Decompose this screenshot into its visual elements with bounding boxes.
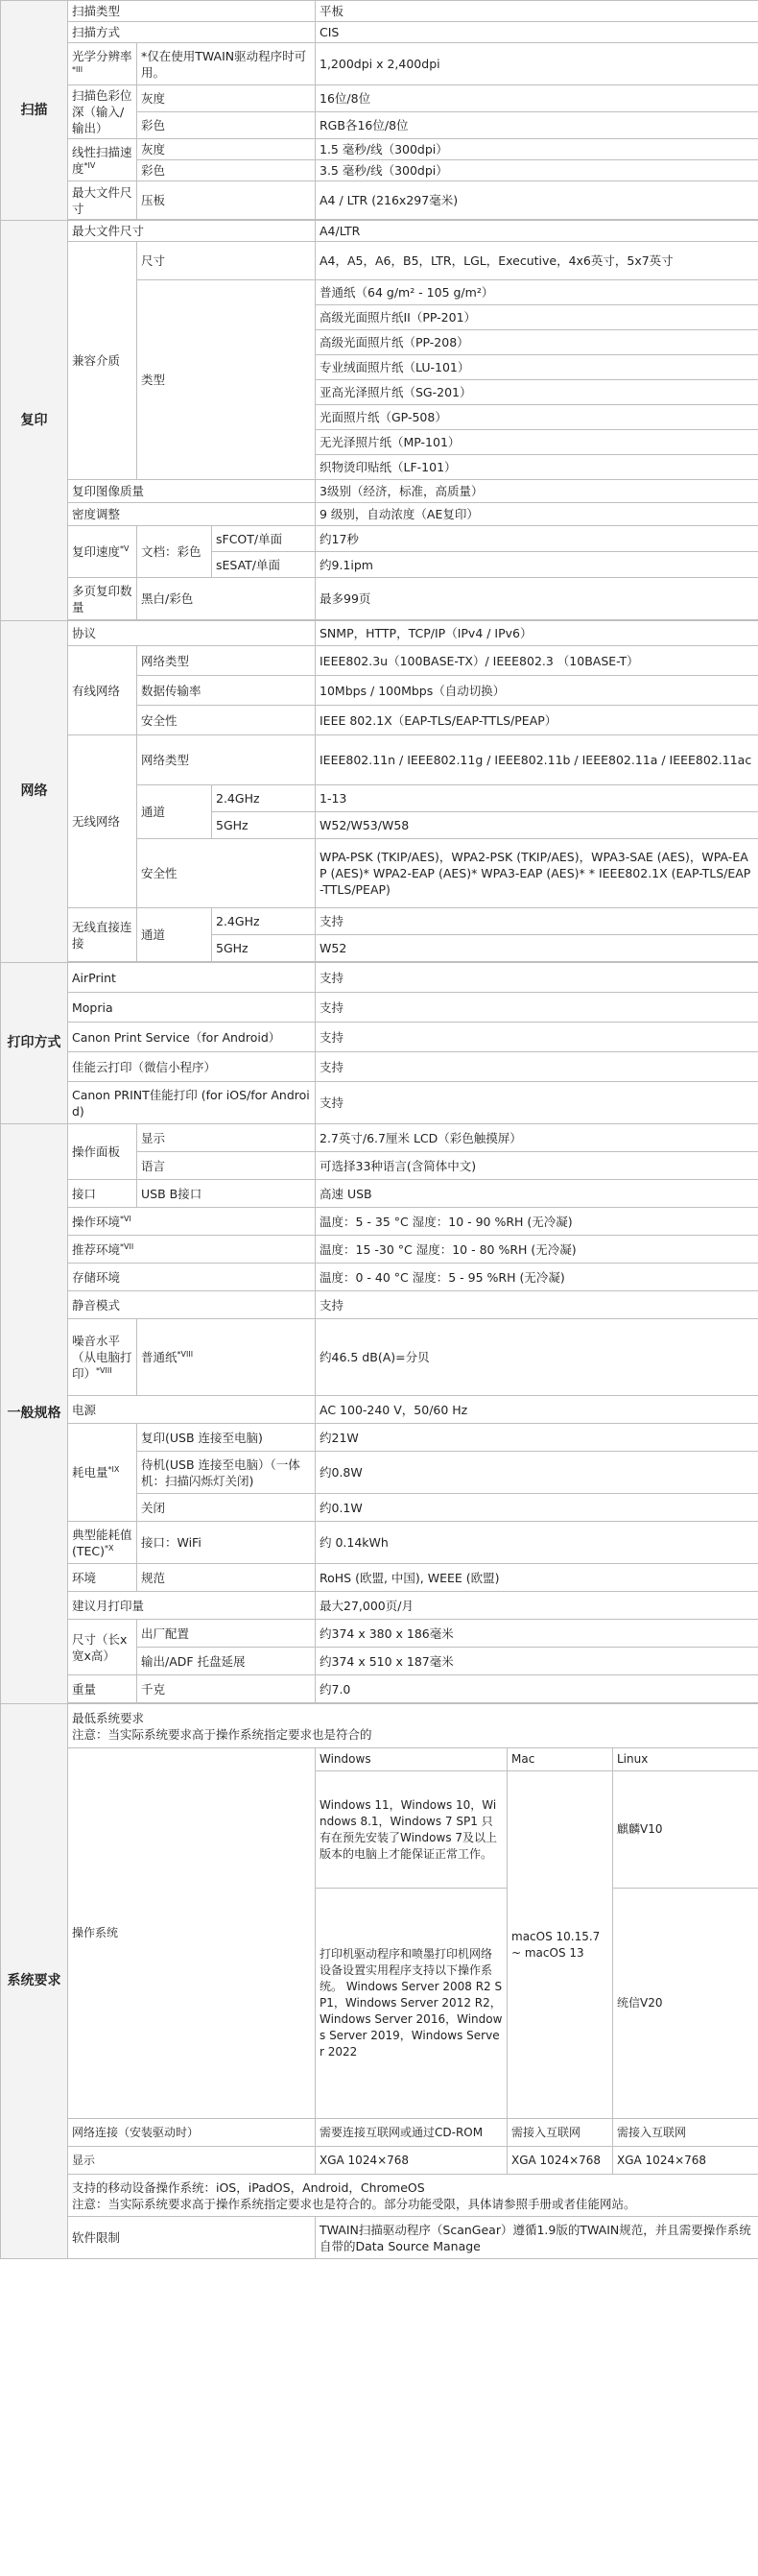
sublabel: 接口：WiFi bbox=[137, 1522, 316, 1564]
label: 静音模式 bbox=[68, 1291, 316, 1319]
note: *仅在使用TWAIN驱动程序时可用。 bbox=[137, 43, 316, 85]
label: 网络连接（安装驱动时） bbox=[68, 2119, 316, 2147]
label: 最大文件尺寸 bbox=[68, 181, 137, 220]
label: 重量 bbox=[68, 1675, 137, 1703]
sublabel: 2.4GHz bbox=[212, 785, 316, 812]
label: 有线网络 bbox=[68, 646, 137, 735]
mobile-os bbox=[68, 2175, 758, 2217]
sublabel: 类型 bbox=[137, 280, 316, 480]
label: 操作环境$^{*VI}$ bbox=[68, 1208, 316, 1236]
value: 16位/8位 bbox=[316, 85, 758, 112]
value: W52/W53/W58 bbox=[316, 812, 758, 839]
value: SNMP，HTTP，TCP/IP（IPv4 / IPv6） bbox=[316, 621, 758, 646]
section-system-requirements: 系统要求 bbox=[1, 1704, 68, 2259]
windows-server-list: 打印机驱动程序和喷墨打印机网络设备设置实用程序支持以下操作系统。 Windows Server 2008 R2 SP1，Windows Server 2012 R2，Windows Server 2016，Windows Server 2019，Windows Server 2022 bbox=[316, 1889, 508, 2119]
mobile-os-list: 支持的移动设备操作系统：iOS，iPadOS，Android，ChromeOS bbox=[72, 2179, 425, 2195]
label: 尺寸（长x宽x高） bbox=[68, 1620, 137, 1675]
sublabel: sESAT/单面 bbox=[212, 552, 316, 578]
value: AC 100-240 V，50/60 Hz bbox=[316, 1396, 758, 1424]
value: 约17秒 bbox=[316, 526, 758, 552]
sublabel: 5GHz bbox=[212, 935, 316, 962]
label: 扫描方式 bbox=[68, 22, 316, 43]
sublabel: 黑白/彩色 bbox=[137, 578, 316, 620]
label: 复印图像质量 bbox=[68, 480, 316, 503]
sublabel: 安全性 bbox=[137, 706, 316, 735]
list-item: 无光泽照片纸（MP-101） bbox=[316, 430, 758, 455]
value: 可选择33种语言(含简体中文) bbox=[316, 1152, 758, 1180]
sublabel: 压板 bbox=[137, 181, 316, 220]
label: 多页复印数量 bbox=[68, 578, 137, 620]
label: 建议月打印量 bbox=[68, 1592, 316, 1620]
value: IEEE802.11n / IEEE802.11g / IEEE802.11b / IEEE802.11a / IEEE802.11ac bbox=[316, 735, 758, 785]
label: 软件限制 bbox=[68, 2217, 316, 2259]
value: 温度：15 -30 °C 湿度：10 - 80 %RH (无冷凝) bbox=[316, 1236, 758, 1264]
min-requirements bbox=[68, 1704, 758, 1748]
value: IEEE 802.1X（EAP-TLS/EAP-TTLS/PEAP） bbox=[316, 706, 758, 735]
value: 支持 bbox=[316, 908, 758, 935]
value: WPA-PSK (TKIP/AES)，WPA2-PSK (TKIP/AES)，WPA3-SAE (AES)，WPA-EAP (AES)* WPA2-EAP (AES)* WPA3-EAP (AES)* * IEEE802.1X (EAP-TLS/EAP-TTLS/PEAP) bbox=[316, 839, 758, 908]
label: 接口 bbox=[68, 1180, 137, 1208]
section-copy: 复印 bbox=[1, 221, 68, 621]
sublabel: 出厂配置 bbox=[137, 1620, 316, 1648]
value: XGA 1024×768 bbox=[613, 2147, 758, 2175]
value: 支持 bbox=[316, 1023, 758, 1052]
label: 复印速度$^{*V}$ bbox=[68, 526, 137, 578]
value: 1.5 毫秒/线（300dpi） bbox=[316, 139, 758, 160]
label: 佳能云打印（微信小程序） bbox=[68, 1052, 316, 1082]
label: 无线直接连接 bbox=[68, 908, 137, 962]
label: 扫描类型 bbox=[68, 1, 316, 22]
sublabel: 尺寸 bbox=[137, 242, 316, 280]
list-item: 光面照片纸（GP-508） bbox=[316, 405, 758, 430]
min-note: 注意：当实际系统要求高于操作系统指定要求也是符合的 bbox=[72, 1726, 372, 1742]
value: 3.5 毫秒/线（300dpi） bbox=[316, 160, 758, 181]
value: 10Mbps / 100Mbps（自动切换） bbox=[316, 676, 758, 706]
value: 需接入互联网 bbox=[613, 2119, 758, 2147]
list-item: 高级光面照片纸II（PP-201） bbox=[316, 305, 758, 330]
value: XGA 1024×768 bbox=[316, 2147, 508, 2175]
label: 光学分辨率$^{*III}$ bbox=[68, 43, 137, 85]
label: 兼容介质 bbox=[68, 242, 137, 480]
list-item: 高级光面照片纸（PP-208） bbox=[316, 330, 758, 355]
sublabel: 通道 bbox=[137, 785, 212, 839]
linux-os-value: 麒麟V10 bbox=[613, 1771, 758, 1889]
value: 约21W bbox=[316, 1424, 758, 1452]
windows-os-list: Windows 11，Windows 10，Windows 8.1，Windows 7 SP1 只有在预先安装了Windows 7及以上版本的电脑上才能保证正常工作。 bbox=[316, 1771, 508, 1889]
linux-os-value: 统信V20 bbox=[613, 1889, 758, 2119]
mobile-os-note: 注意：当实际系统要求高于操作系统指定要求也是符合的。部分功能受限，具体请参照手册或者佳能网站。 bbox=[72, 2196, 636, 2211]
min-title: 最低系统要求 bbox=[72, 1710, 145, 1725]
value: 约7.0 bbox=[316, 1675, 758, 1703]
value: 支持 bbox=[316, 963, 758, 993]
value: XGA 1024×768 bbox=[508, 2147, 613, 2175]
sublabel: 灰度 bbox=[137, 85, 316, 112]
value: 高速 USB bbox=[316, 1180, 758, 1208]
sublabel: 彩色 bbox=[137, 160, 316, 181]
label: 显示 bbox=[68, 2147, 316, 2175]
sublabel: 待机(USB 连接至电脑）（一体机：扫描闪烁灯关闭) bbox=[137, 1452, 316, 1494]
value: IEEE802.3u（100BASE-TX）/ IEEE802.3 （10BASE-T） bbox=[316, 646, 758, 676]
label: 操作面板 bbox=[68, 1124, 137, 1180]
value: 约374 x 380 x 186毫米 bbox=[316, 1620, 758, 1648]
value: 约 0.14kWh bbox=[316, 1522, 758, 1564]
os-header-mac: Mac bbox=[508, 1748, 613, 1771]
list-item: 普通纸（64 g/m² - 105 g/m²） bbox=[316, 280, 758, 305]
value: RGB各16位/8位 bbox=[316, 112, 758, 139]
list-item: 亚高光泽照片纸（SG-201） bbox=[316, 380, 758, 405]
label: 协议 bbox=[68, 621, 316, 646]
value: A4 / LTR (216x297毫米) bbox=[316, 181, 758, 220]
value: 平板 bbox=[316, 1, 758, 22]
value: 需接入互联网 bbox=[508, 2119, 613, 2147]
value: 约374 x 510 x 187毫米 bbox=[316, 1648, 758, 1675]
value: TWAIN扫描驱动程序（ScanGear）遵循1.9版的TWAIN规范，并且需要操作系统自带的Data Source Manage bbox=[316, 2217, 758, 2259]
sublabel: sFCOT/单面 bbox=[212, 526, 316, 552]
os-header-linux: Linux bbox=[613, 1748, 758, 1771]
list-item: 专业绒面照片纸（LU-101） bbox=[316, 355, 758, 380]
label: Mopria bbox=[68, 993, 316, 1023]
sublabel: 文档：彩色 bbox=[137, 526, 212, 578]
sublabel: 彩色 bbox=[137, 112, 316, 139]
value: 约0.1W bbox=[316, 1494, 758, 1522]
sublabel: 通道 bbox=[137, 908, 212, 962]
section-general: 一般规格 bbox=[1, 1124, 68, 1704]
label: Canon Print Service（for Android） bbox=[68, 1023, 316, 1052]
value: 需要连接互联网或通过CD-ROM bbox=[316, 2119, 508, 2147]
sublabel: 语言 bbox=[137, 1152, 316, 1180]
value: 温度：5 - 35 °C 湿度：10 - 90 %RH (无冷凝) bbox=[316, 1208, 758, 1236]
label: 推荐环境$^{*VII}$ bbox=[68, 1236, 316, 1264]
sublabel: 5GHz bbox=[212, 812, 316, 839]
sublabel: 显示 bbox=[137, 1124, 316, 1152]
value: 温度：0 - 40 °C 湿度：5 - 95 %RH (无冷凝) bbox=[316, 1264, 758, 1291]
value: 约0.8W bbox=[316, 1452, 758, 1494]
label: 存储环境 bbox=[68, 1264, 316, 1291]
value: A4/LTR bbox=[316, 221, 758, 242]
value: 约46.5 dB(A)=分贝 bbox=[316, 1319, 758, 1396]
label: Canon PRINT佳能打印 (for iOS/for Android) bbox=[68, 1082, 316, 1124]
value: CIS bbox=[316, 22, 758, 43]
value: 支持 bbox=[316, 1082, 758, 1124]
sublabel: 数据传输率 bbox=[137, 676, 316, 706]
label: 典型能耗值(TEC)$^{*X}$ bbox=[68, 1522, 137, 1564]
label: 密度调整 bbox=[68, 503, 316, 526]
sublabel: 输出/ADF 托盘延展 bbox=[137, 1648, 316, 1675]
label: 操作系统 bbox=[68, 1748, 316, 2119]
value: 支持 bbox=[316, 1052, 758, 1082]
label: 电源 bbox=[68, 1396, 316, 1424]
value: RoHS (欧盟, 中国), WEEE (欧盟) bbox=[316, 1564, 758, 1592]
value: 最大27,000页/月 bbox=[316, 1592, 758, 1620]
section-scan: 扫描 bbox=[1, 1, 68, 221]
label: 无线网络 bbox=[68, 735, 137, 908]
section-print-method: 打印方式 bbox=[1, 963, 68, 1124]
value: 9 级别，自动浓度（AE复印） bbox=[316, 503, 758, 526]
value: 3级别（经济，标准，高质量） bbox=[316, 480, 758, 503]
value: A4，A5，A6，B5，LTR，LGL，Executive，4x6英寸，5x7英寸 bbox=[316, 242, 758, 280]
value: 1-13 bbox=[316, 785, 758, 812]
sublabel: 2.4GHz bbox=[212, 908, 316, 935]
value: 最多99页 bbox=[316, 578, 758, 620]
label: 环境 bbox=[68, 1564, 137, 1592]
value: 约9.1ipm bbox=[316, 552, 758, 578]
sublabel: 网络类型 bbox=[137, 735, 316, 785]
sublabel: 安全性 bbox=[137, 839, 316, 908]
sublabel: 灰度 bbox=[137, 139, 316, 160]
value: 支持 bbox=[316, 1291, 758, 1319]
label: 最大文件尺寸 bbox=[68, 221, 316, 242]
sublabel: 普通纸$^{*VIII}$ bbox=[137, 1319, 316, 1396]
value: 1,200dpi x 2,400dpi bbox=[316, 43, 758, 85]
list-item: 织物烫印贴纸（LF-101） bbox=[316, 455, 758, 480]
mac-os-value: macOS 10.15.7 ~ macOS 13 bbox=[508, 1771, 613, 2119]
section-network: 网络 bbox=[1, 621, 68, 963]
sublabel: 规范 bbox=[137, 1564, 316, 1592]
value: 支持 bbox=[316, 993, 758, 1023]
sublabel: 千克 bbox=[137, 1675, 316, 1703]
value: 2.7英寸/6.7厘米 LCD（彩色触摸屏） bbox=[316, 1124, 758, 1152]
label: AirPrint bbox=[68, 963, 316, 993]
sublabel: USB B接口 bbox=[137, 1180, 316, 1208]
sublabel: 复印(USB 连接至电脑) bbox=[137, 1424, 316, 1452]
value: W52 bbox=[316, 935, 758, 962]
os-header-windows: Windows bbox=[316, 1748, 508, 1771]
label: 线性扫描速度$^{*IV}$ bbox=[68, 139, 137, 181]
sublabel: 网络类型 bbox=[137, 646, 316, 676]
sublabel: 关闭 bbox=[137, 1494, 316, 1522]
label: 噪音水平（从电脑打印）$^{*VIII}$ bbox=[68, 1319, 137, 1396]
label: 扫描色彩位深（输入/输出） bbox=[68, 85, 137, 139]
label: 耗电量$^{*IX}$ bbox=[68, 1424, 137, 1522]
